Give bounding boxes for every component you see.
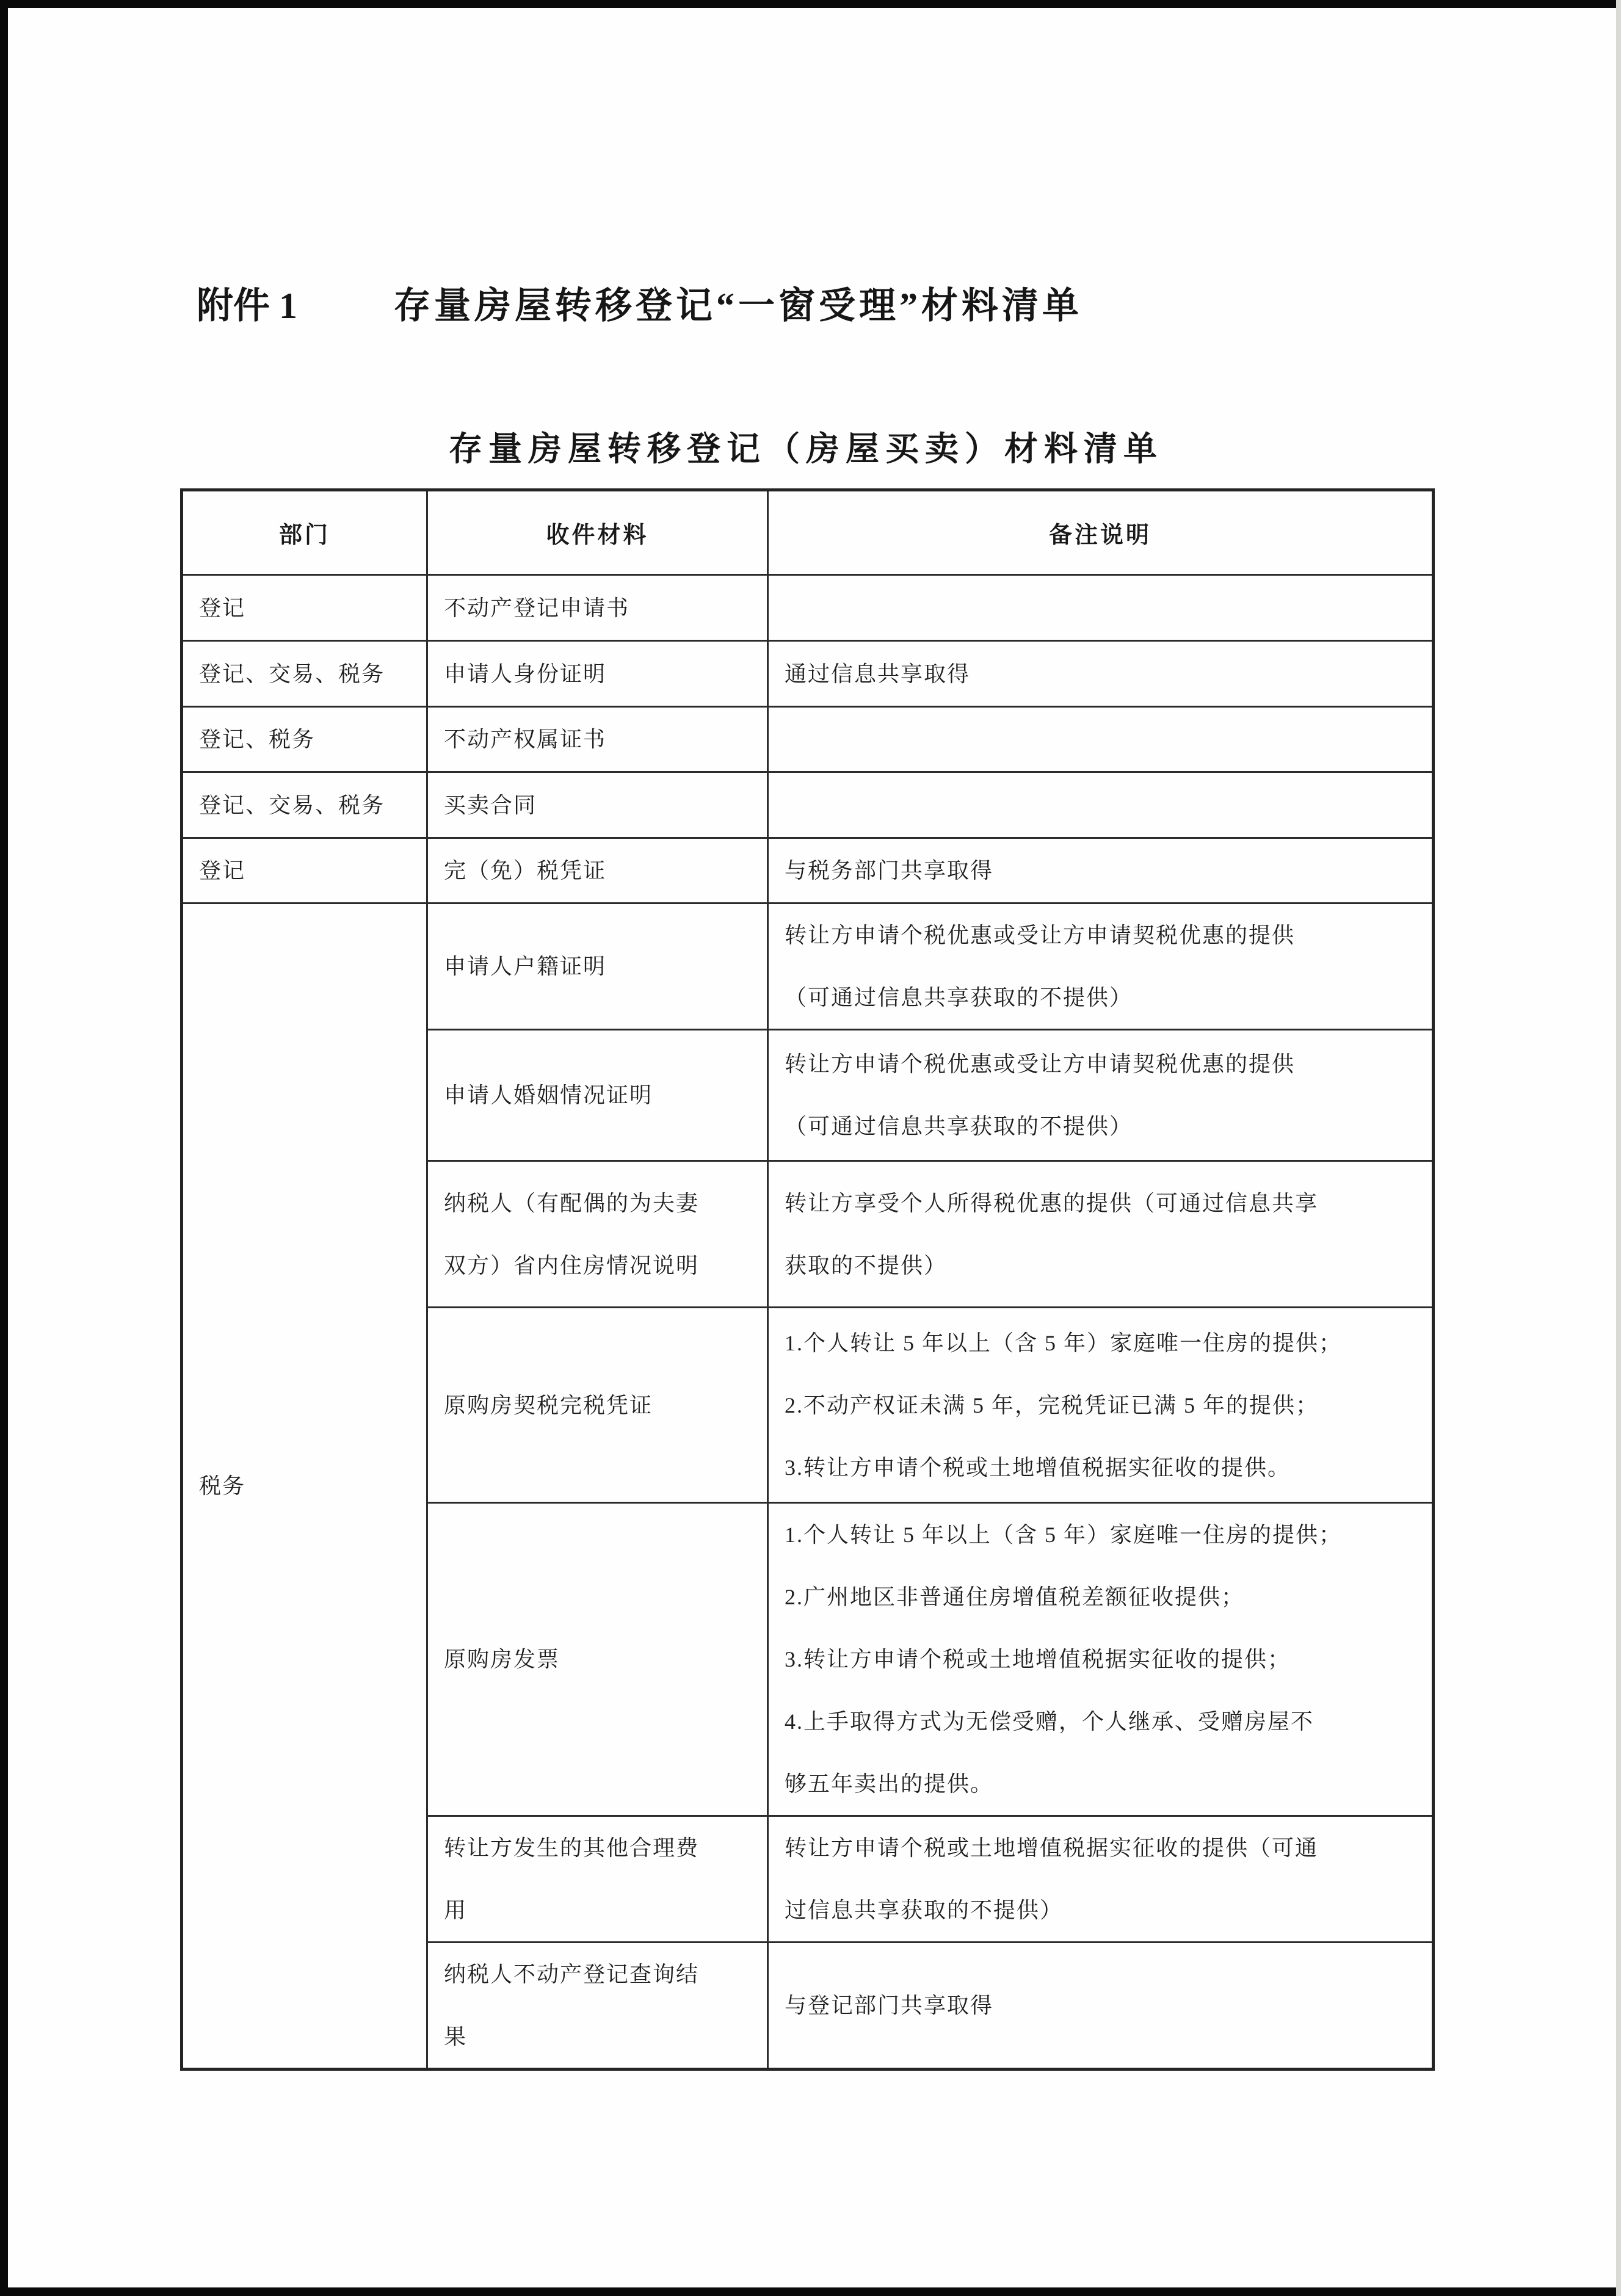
material-cell <box>427 707 768 772</box>
cell-line: 完（免）税凭证 <box>444 858 607 883</box>
cell-line: 4.上手取得方式为无偿受赠，个人继承、受赠房屋不 <box>785 1709 1315 1734</box>
scan-edge-left <box>0 0 8 2296</box>
cell-line: 登记、交易、税务 <box>199 792 385 817</box>
cell-line: 买卖合同 <box>444 792 537 817</box>
cell-line: 转让方申请个税优惠或受让方申请契税优惠的提供 <box>785 923 1296 947</box>
cell-line: 转让方申请个税优惠或受让方申请契税优惠的提供 <box>785 1052 1296 1076</box>
cell-line: 够五年卖出的提供。 <box>785 1772 994 1796</box>
dept-cell <box>182 772 427 838</box>
remark-cell <box>768 575 1434 641</box>
cell-line: 双方）省内住房情况说明 <box>444 1253 700 1278</box>
scan-edge-top <box>0 0 1621 8</box>
page-title: 存量房屋转移登记“一窗受理”材料清单 <box>394 286 1082 326</box>
scan-edge-right <box>1616 0 1621 2296</box>
cell-line: 纳税人（有配偶的为夫妻 <box>444 1190 700 1215</box>
remark-cell <box>768 1503 1434 1816</box>
cell-line: 不动产权属证书 <box>444 727 607 751</box>
cell-line: 过信息共享获取的不提供） <box>785 1898 1064 1922</box>
attachment-label: 附件 1 <box>197 286 297 326</box>
material-cell <box>427 838 768 904</box>
table-row <box>182 904 1434 1030</box>
material-cell <box>427 641 768 707</box>
header-material: 收件材料 <box>427 490 768 575</box>
cell-line: 1.个人转让 5 年以上（含 5 年）家庭唯一住房的提供； <box>785 1523 1343 1547</box>
material-cell <box>427 1503 768 1816</box>
dept-cell <box>182 641 427 707</box>
cell-line: 登记、税务 <box>199 727 316 751</box>
table-row <box>182 838 1434 904</box>
material-cell <box>427 772 768 838</box>
cell-line: 3.转让方申请个税或土地增值税据实征收的提供； <box>785 1647 1291 1671</box>
remark-cell <box>768 707 1434 772</box>
cell-line: 不动产登记申请书 <box>444 595 630 620</box>
header-remark: 备注说明 <box>768 490 1434 575</box>
table-row <box>182 707 1434 772</box>
dept-cell <box>182 575 427 641</box>
cell-line: （可通过信息共享获取的不提供） <box>785 985 1133 1010</box>
cell-line: 登记 <box>199 858 246 883</box>
cell-line: 与税务部门共享取得 <box>785 858 994 883</box>
remark-cell <box>768 1816 1434 1943</box>
cell-line: 原购房契税完税凭证 <box>444 1392 653 1418</box>
remark-cell <box>768 1030 1434 1161</box>
cell-line: 2.不动产权证未满 5 年，完税凭证已满 5 年的提供； <box>785 1392 1319 1418</box>
materials-table <box>180 488 1435 2071</box>
cell-line: 税务 <box>199 1474 246 1498</box>
cell-line: 申请人身份证明 <box>444 661 607 686</box>
cell-line: 果 <box>444 2024 468 2049</box>
cell-line: 登记、交易、税务 <box>199 661 385 686</box>
table-row <box>182 772 1434 838</box>
cell-line: 申请人户籍证明 <box>444 954 607 979</box>
cell-line: 转让方发生的其他合理费 <box>444 1836 700 1860</box>
remark-cell <box>768 904 1434 1030</box>
document-title-row <box>197 286 1448 326</box>
table-row <box>182 641 1434 707</box>
table-body <box>182 575 1434 2070</box>
cell-line: 通过信息共享取得 <box>785 661 971 686</box>
material-cell <box>427 1161 768 1308</box>
dept-cell <box>182 904 427 2070</box>
table-title: 存量房屋转移登记（房屋买卖）材料清单 <box>448 430 1163 468</box>
cell-line: 与登记部门共享取得 <box>785 1993 994 2018</box>
remark-cell <box>768 838 1434 904</box>
remark-cell <box>768 1161 1434 1308</box>
material-cell <box>427 1816 768 1943</box>
cell-line: 用 <box>444 1898 468 1922</box>
material-cell <box>427 1030 768 1161</box>
header-dept: 部门 <box>182 490 427 575</box>
cell-line: 原购房发票 <box>444 1647 560 1671</box>
dept-cell <box>182 707 427 772</box>
material-cell <box>427 575 768 641</box>
dept-cell <box>182 838 427 904</box>
remark-cell <box>768 1308 1434 1503</box>
cell-line: 1.个人转让 5 年以上（含 5 年）家庭唯一住房的提供； <box>785 1330 1343 1355</box>
table-row <box>182 575 1434 641</box>
cell-line: 2.广州地区非普通住房增值税差额征收提供； <box>785 1585 1245 1609</box>
header-row <box>182 490 1434 575</box>
remark-cell <box>768 641 1434 707</box>
cell-line: 登记 <box>199 595 246 620</box>
material-cell <box>427 904 768 1030</box>
table-header <box>182 490 1434 575</box>
scan-edge-bottom <box>0 2287 1621 2296</box>
cell-line: 获取的不提供） <box>785 1253 948 1278</box>
remark-cell <box>768 1943 1434 2070</box>
cell-line: 转让方享受个人所得税优惠的提供（可通过信息共享 <box>785 1190 1319 1215</box>
material-cell <box>427 1943 768 2070</box>
cell-line: 转让方申请个税或土地增值税据实征收的提供（可通 <box>785 1836 1319 1860</box>
material-cell <box>427 1308 768 1503</box>
cell-line: （可通过信息共享获取的不提供） <box>785 1114 1133 1139</box>
cell-line: 申请人婚姻情况证明 <box>444 1083 653 1107</box>
cell-line: 3.转让方申请个税或土地增值税据实征收的提供。 <box>785 1455 1291 1480</box>
cell-line: 纳税人不动产登记查询结 <box>444 1962 700 1986</box>
remark-cell <box>768 772 1434 838</box>
